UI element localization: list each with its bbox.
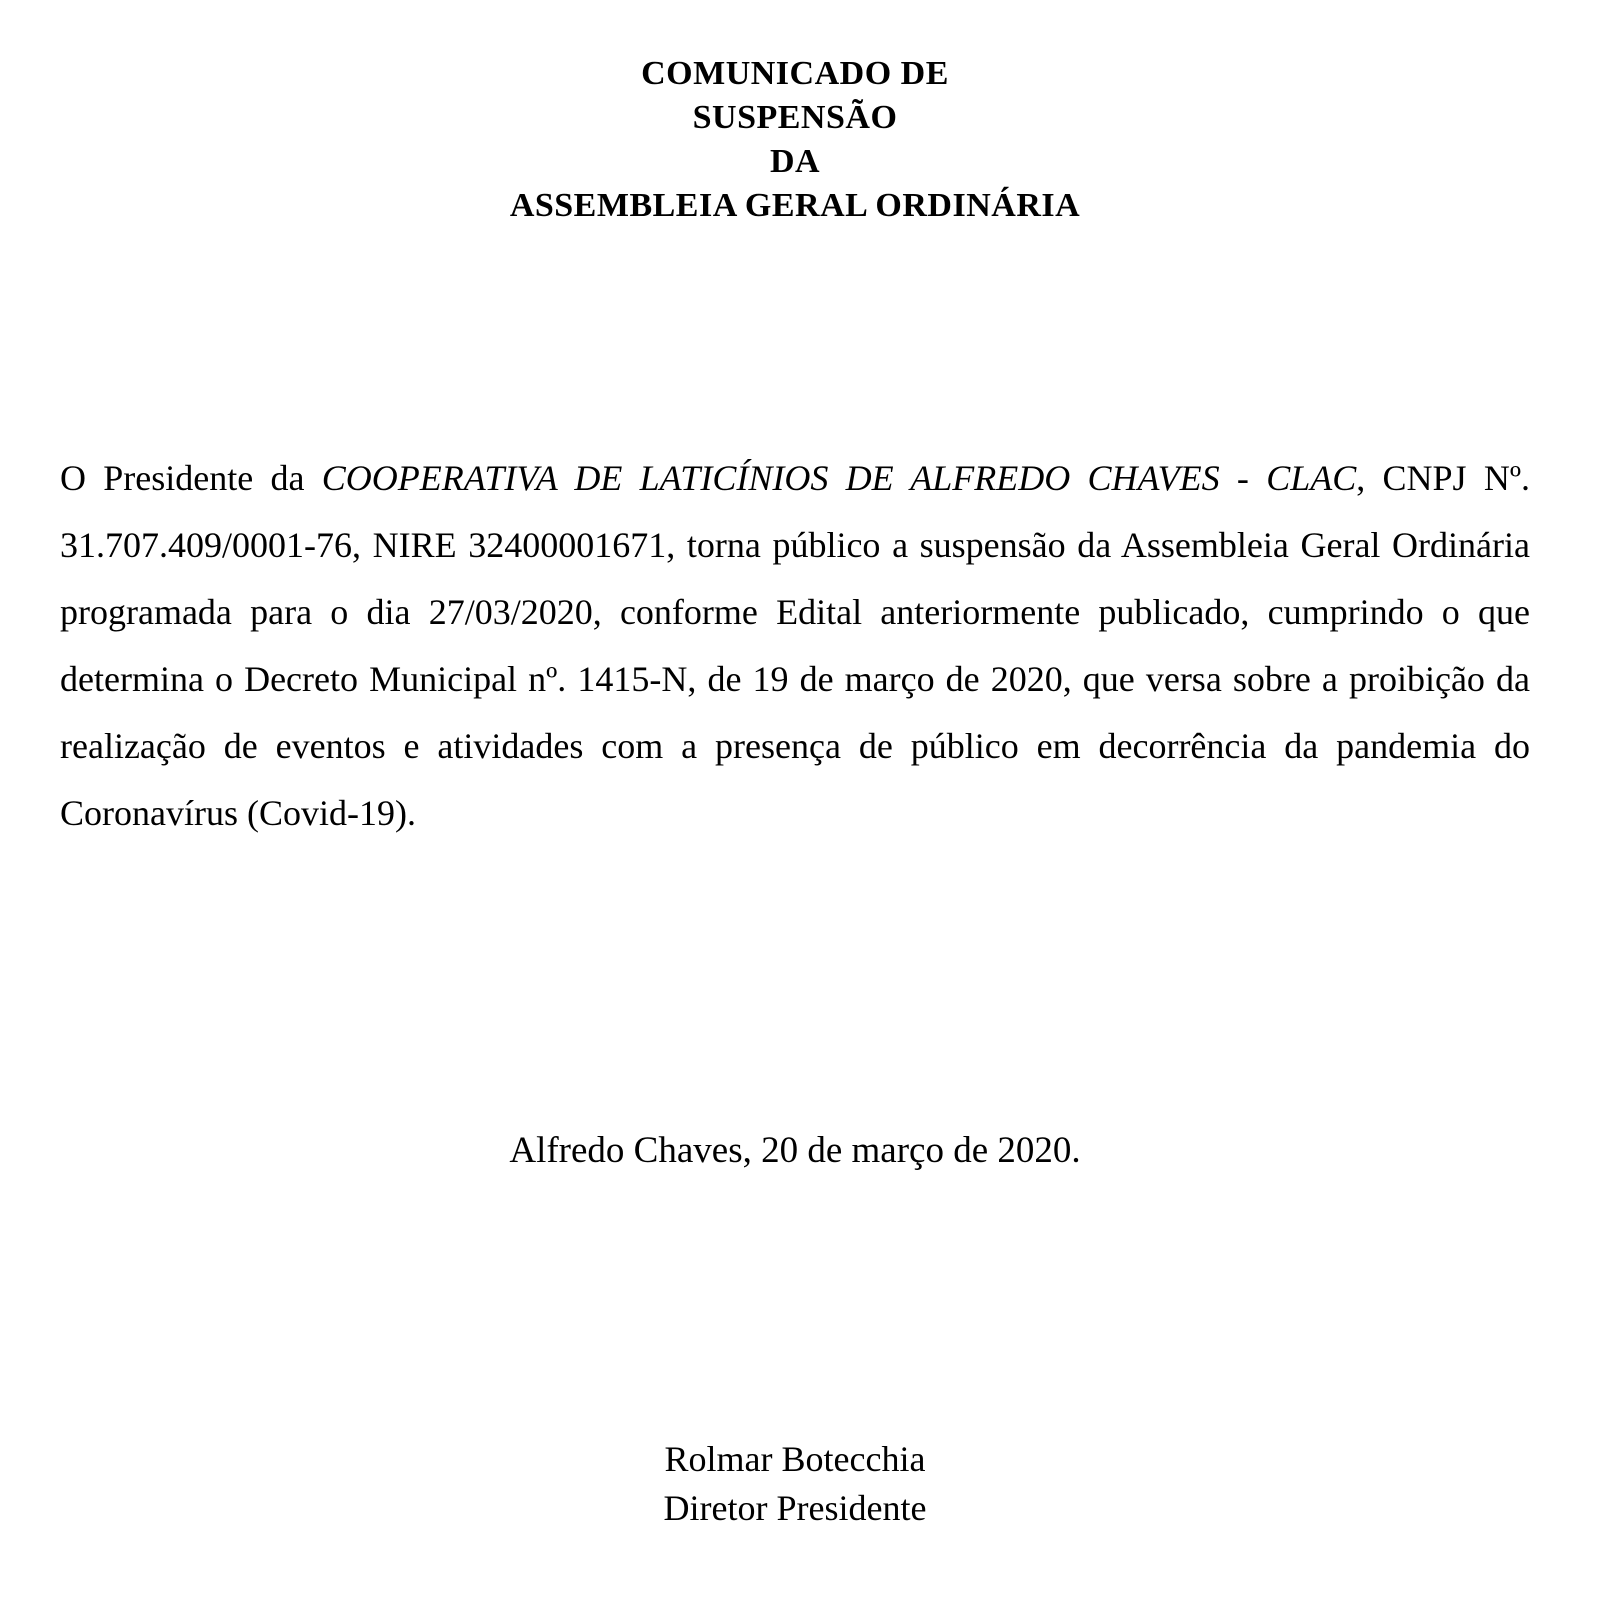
- date-line: Alfredo Chaves, 20 de março de 2020.: [509, 1130, 1081, 1171]
- title-line-3: DA: [769, 143, 821, 180]
- body-paragraph: [60, 445, 1530, 847]
- company-name-italic: COOPERATIVA DE LATICÍNIOS DE ALFREDO CHAVES - CLAC: [321, 458, 1357, 498]
- title-line-1: COMUNICADO DE: [641, 55, 949, 92]
- document-title: [60, 52, 1530, 228]
- paragraph-text-lead: O Presidente da: [60, 458, 322, 498]
- signature-role: Diretor Presidente: [663, 1488, 927, 1528]
- signature-block: [60, 1435, 1530, 1533]
- paragraph-text-rest: , CNPJ Nº. 31.707.409/0001-76, NIRE 32400001671, torna público a suspensão da Assembleia Geral Ordinária programada para o dia 27/03/2020, conforme Edital anteriormente publicado, cumprindo o que determina o Decreto Municipal nº. 1415-N, de 19 de março de 2020, que versa sobre a proibição da realização de eventos e atividades com a presença de público em decorrência da pandemia do Coronavírus (Covid-19).: [60, 458, 1531, 833]
- title-line-4: ASSEMBLEIA GERAL ORDINÁRIA: [509, 187, 1081, 224]
- signature-name: Rolmar Botecchia: [664, 1439, 926, 1479]
- title-line-2: SUSPENSÃO: [692, 99, 898, 136]
